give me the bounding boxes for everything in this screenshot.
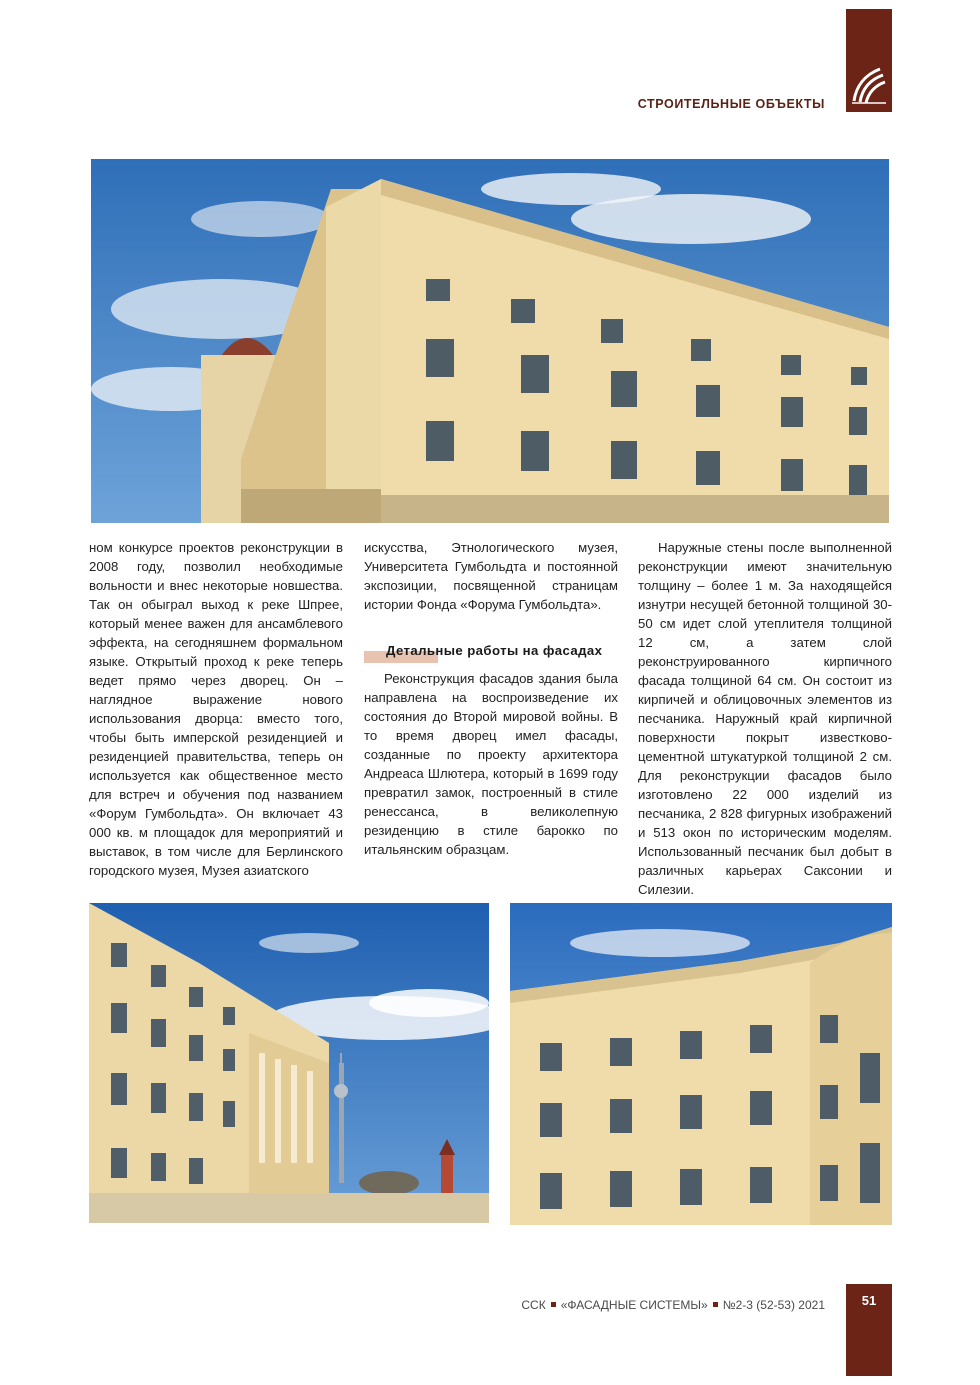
journal-footer [521, 1298, 825, 1312]
page-number-tab [846, 1284, 892, 1376]
separator-square-icon [713, 1302, 718, 1307]
article-column-2 [364, 538, 618, 859]
subheading-text: Детальные работы на фасадах [386, 643, 603, 658]
section-label: СТРОИТЕЛЬНЫЕ ОБЪЕКТЫ [637, 97, 825, 111]
page-number: 51 [861, 1293, 877, 1308]
separator-square-icon [551, 1302, 556, 1307]
article-paragraph: Наружные стены после выполненной реконструкции имеют значительную толщину – более 1 м. За находящейся изнутри несущей бетонной толщиной 30-50 см идет слой утеплителя толщиной 12 см, а затем слой реконструированного кирпичного фасада толщиной 64 см. Он состоит из кирпичей и облицовочных элементов из песчаника. Наружный край кирпичной поверхности покрыт известково-цементной штукатуркой толщиной 2 см. Для реконструкции фасадов было изготовлено 22 000 изделий из песчаника, 2 828 фигурных изображений и 513 окон по историческим моделям. Использованный песчаник был добыт в различных карьерах Саксонии и Силезии. [638, 540, 892, 897]
article-column-1 [89, 538, 343, 880]
brand-wave-logo-icon [850, 65, 888, 105]
article-paragraph: искусства, Этнологического музея, Университета Гумбольдта и постоянной экспозиции, посвященной страницам истории Фонда «Форума Гумбольдта». [364, 540, 618, 612]
subheading [364, 642, 618, 659]
journal-title: «ФАСАДНЫЕ СИСТЕМЫ» [560, 1298, 708, 1312]
palace-facade-photo [510, 903, 892, 1225]
article-column-3 [638, 538, 892, 899]
article-paragraph: ном конкурсе проектов реконструкции в 2008 году, позволил необходимые вольности и внес некоторые новшества. Так он обыграл выход к реке Шпрее, который менее важен для ансамблевого эффекта, на сегодняшнем формальном языке. Открытый проход к реке теперь ведет прямо через дворец. Он – наглядное выражение нового использования дворца: вместо того, чтобы быть имперской резиденцией и резиденцией правительства, теперь он используется как общественное место для встреч и обучения под названием «Форум Гумбольдта». Он включает 43 000 кв. м площадок для мероприятий и выставок, в том числе для Берлинского городского музея, Музея азиатского [89, 540, 343, 878]
brand-tab [846, 9, 892, 112]
palace-courtyard-photo [89, 903, 489, 1223]
journal-abbr: ССК [521, 1298, 546, 1312]
journal-issue: №2-3 (52-53) 2021 [722, 1298, 825, 1312]
palace-corner-photo [91, 159, 889, 523]
article-paragraph: Реконструкция фасадов здания была направлена на воспроизведение их состояния до Второй мировой войны. В то время дворец имел фасады, созданные по проекту архитектора Андреаса Шлютера, который в 1699 году превратил замок, построенный в стиле ренессанса, в великолепную резиденцию в стиле барокко по итальянским образцам. [364, 671, 618, 857]
